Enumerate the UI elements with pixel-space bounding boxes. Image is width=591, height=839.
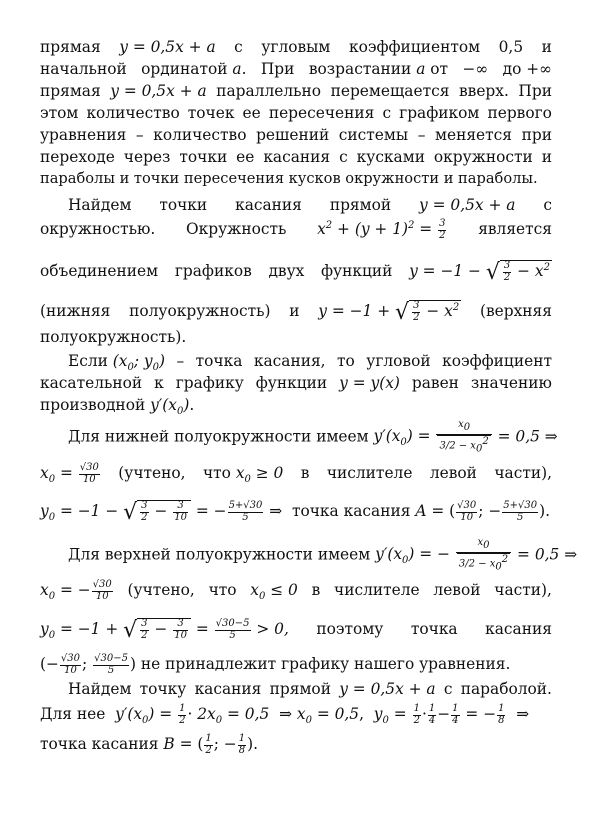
text-line: Найдем точки касания прямой y = 0,5x + a с (68, 196, 552, 214)
text-line: Для нижней полуокружности имеем $y'(x_0)$ = $\frac{x_0}{3/2 - x_0^2}$ = 0,5 ⇒ (68, 419, 558, 454)
text-line: (− $\frac{√30}{10}$ ; $\frac{√30-5}{5}$ ) не принадлежит графику нашего уравнения. (40, 653, 511, 676)
text-line: начальной ординатой a. При возрастании a от −∞ до +∞ (40, 60, 552, 78)
text-line: Найдем точку касания прямой y = 0,5x + a с параболой. (68, 680, 552, 698)
text-line: параболы и точки пересечения кусков окружности и параболы. (40, 170, 538, 187)
text-line: окружностью. Окружность $x^2 + (y + 1)^2$ = $\frac{3}{2}$ является (40, 218, 552, 241)
text-line: $x_0$ = $\frac{√30}{10}$ (учтено, что $x_0 \ge 0$ в числителе левой части), (40, 462, 552, 486)
text-line: объединением графиков двух функций y = −1 − √ $\frac{3}{2}$ − $x^2$ (40, 260, 550, 285)
text-line: уравнения – количество решений системы – меняется при (40, 126, 552, 144)
text-line: переходе через точки ее касания с кусками окружности и (40, 148, 552, 166)
text-line: $y_0 = -1$ + √ $\frac{3}{2}$ − $\frac{3}{10}$ = $\frac{√30-5}{5}$ > 0, поэтому точка касания (40, 618, 552, 643)
text-line: касательной к графику функции y = y(x) равен значению (40, 374, 552, 392)
text-line: прямая y = 0,5x + a параллельно перемещается вверх. При (40, 82, 552, 100)
text-line: этом количество точек ее пересечения с графиком первого (40, 104, 552, 122)
text-line: производной $y'(x_0)$. (40, 396, 195, 418)
text-line: точка касания B = ( $\frac{1}{2}$ ; − $\frac{1}{8}$ ). (40, 733, 258, 756)
text-line: Если ($x_0$; $y_0$) – точка касания, то угловой коэффициент (68, 352, 552, 374)
text-line: Для нее $y'(x_0)$ = $\frac{1}{2}$ · $2x_0 = 0,5$ ⇒ $x_0 = 0,5$, $y_0$ = $\frac{1}{2}$ · $\frac{1}{4}$ − $\frac{1}{4}$ = − $\frac{1}{8}$ ⇒ (40, 703, 530, 727)
text-line: прямая y = 0,5x + a с угловым коэффициентом 0,5 и (40, 38, 552, 56)
text-line: Для верхней полуокружности имеем $y'(x_0)$ = − $\frac{x_0}{3/2 - x_0^2}$ = 0,5 ⇒ (68, 537, 578, 572)
text-line: $x_0$ = − $\frac{√30}{10}$ (учтено, что $x_0 \le 0$ в числителе левой части), (40, 579, 552, 603)
text-line: (нижняя полуокружность) и y = −1 + √ $\frac{3}{2}$ − $x^2$ (верхняя (40, 300, 552, 325)
text-line: полуокружность). (40, 328, 187, 346)
text-line: $y_0 = -1$ − √ $\frac{3}{2}$ − $\frac{3}{10}$ = − $\frac{5+√30}{5}$ ⇒ точка касания A = ( $\frac{√30}{10}$ ; − $\frac{5+√30}{5}$ ). (40, 500, 550, 525)
